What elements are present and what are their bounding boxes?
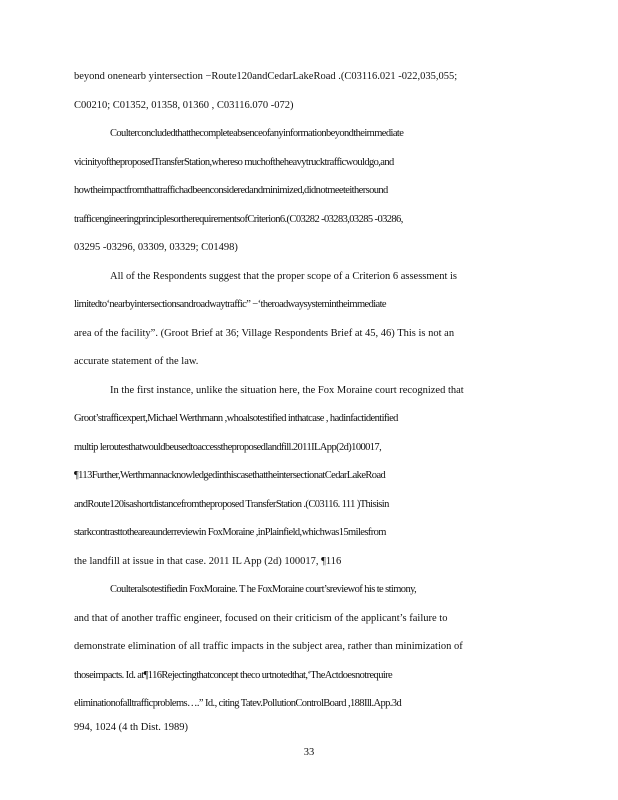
text-line-6: trafficengineeringprinciplesortherequirementsofCriterion6.(C03282 -03283,03285 -03286, xyxy=(74,214,403,225)
text-line-7: 03295 -03296, 03309, 03329; C01498) xyxy=(74,242,238,253)
text-line-17: starkcontrasttotheareaunderreviewin FoxMoraine ,inPlainfield,whichwas15milesfrom xyxy=(74,527,386,538)
text-line-20: and that of another traffic engineer, focused on their criticism of the applicant’s failure to xyxy=(74,613,448,624)
text-line-11: accurate statement of the law. xyxy=(74,356,199,367)
text-line-2: C00210; C01352, 01358, 01360 , C03116.070 -072) xyxy=(74,100,294,111)
text-line-4: vicinityoftheproposedTransferStation,whereso muchoftheheavytrucktrafficwouldgo,and xyxy=(74,157,394,168)
text-line-21: demonstrate elimination of all traffic impacts in the subject area, rather than minimization of xyxy=(74,641,463,652)
text-line-12: In the first instance, unlike the situation here, the Fox Moraine court recognized that xyxy=(110,385,464,396)
text-line-16: andRoute120isashortdistancefromtheproposed TransferStation .(C03116. 111 )Thisisin xyxy=(74,499,389,510)
text-line-10: area of the facility”. (Groot Brief at 36; Village Respondents Brief at 45, 46) This is not an xyxy=(74,328,455,339)
text-line-15: ¶113Further,WerthmannacknowledgedinthiscasethattheintersectionatCedarLakeRoad xyxy=(74,470,386,481)
text-line-19: Coulteralsotestifiedin FoxMoraine. T he FoxMoraine court’sreviewof his te stimony, xyxy=(110,584,417,595)
text-line-3: Coulterconcludedthatthecompleteabsenceofanyinformationbeyondtheimmediate xyxy=(110,128,404,139)
text-line-24: 994, 1024 (4 th Dist. 1989) xyxy=(74,722,189,733)
text-line-23: eliminationofalltrafficproblems….” Id., citing Tatev.PollutionControlBoard ,188Ill.App.3d xyxy=(74,698,402,709)
text-line-18: the landfill at issue in that case. 2011 IL App (2d) 100017, ¶116 xyxy=(74,556,342,567)
text-line-14: multip leroutesthatwouldbeusedtoaccesstheproposedlandfill.2011ILApp(2d)100017, xyxy=(74,442,382,453)
page-number: 33 xyxy=(303,747,315,758)
text-line-1: beyond onenearb yintersection −Route120andCedarLakeRoad .(C03116.021 -022,035,055; xyxy=(74,71,458,82)
text-line-8: All of the Respondents suggest that the proper scope of a Criterion 6 assessment is xyxy=(110,271,458,282)
text-line-22: thoseimpacts. Id. at¶116Rejectingthatconcept theco urtnotedthat,‘TheActdoesnotrequire xyxy=(74,670,393,681)
text-line-5: howtheimpactfromthattraffichadbeenconsideredandminimized,didnotmeeteithersound xyxy=(74,185,388,196)
text-line-9: limitedto‘nearbyintersectionsandroadwaytraffic” −‘theroadwaysystemintheimmediate xyxy=(74,299,386,310)
text-line-13: Groot’strafficexpert,Michael Werthmann ,whoalsotestified inthatcase , hadinfactidentified xyxy=(74,413,398,424)
